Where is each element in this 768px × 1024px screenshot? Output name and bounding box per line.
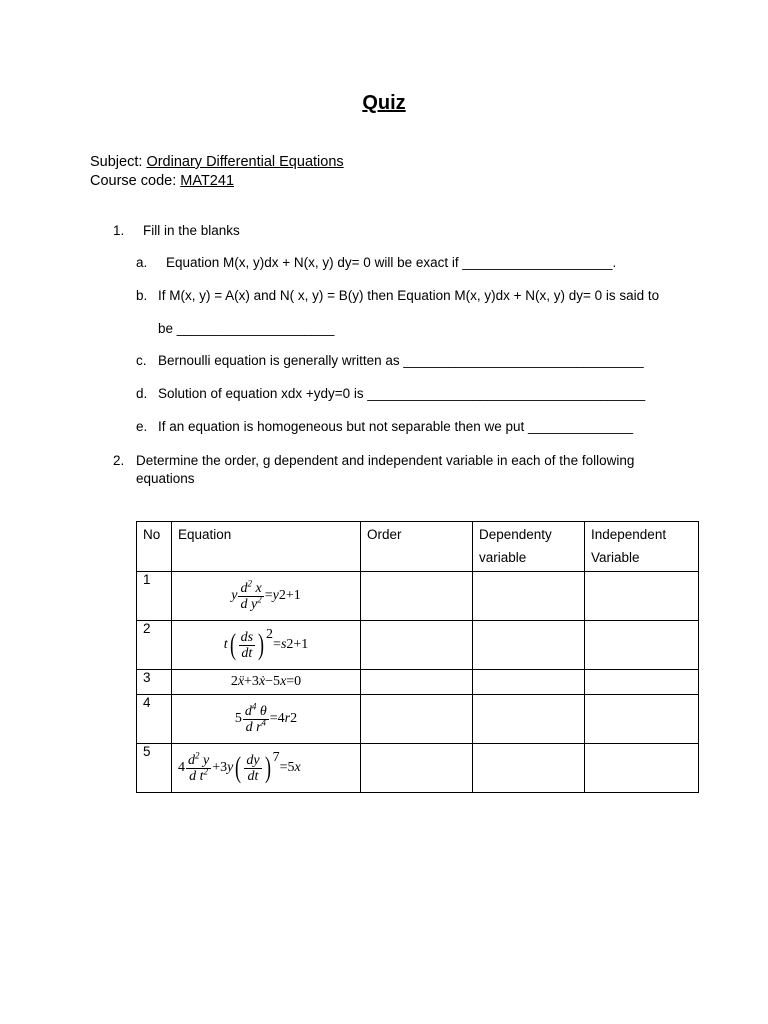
equation-3-formula: 2 ẍ +3 ẋ −5 x =0 bbox=[230, 674, 302, 689]
equation-1-formula: y $\frac{d^2 x}{d y^2}$ = y 2 +1 bbox=[231, 577, 301, 612]
dependent-variable-answer-cell[interactable] bbox=[473, 670, 585, 695]
subject-label: Subject: bbox=[90, 154, 143, 170]
independent-variable-answer-cell[interactable] bbox=[585, 744, 699, 793]
table-row bbox=[137, 670, 699, 695]
header-equation: Equation bbox=[172, 522, 361, 572]
question-text: Fill in the blanks bbox=[143, 223, 240, 238]
equation-cell bbox=[172, 744, 361, 793]
item-text: If an equation is homogeneous but not separable then we put ______________ bbox=[158, 419, 634, 434]
row-number: 1 bbox=[137, 572, 172, 621]
dependent-variable-answer-cell[interactable] bbox=[473, 695, 585, 744]
item-text: If M(x, y) = A(x) and N( x, y) = B(y) then Equation M(x, y)dx + N(x, y) dy= 0 is said to bbox=[158, 288, 660, 303]
row-number: 4 bbox=[137, 695, 172, 744]
table-header-row bbox=[137, 522, 699, 572]
independent-variable-answer-cell[interactable] bbox=[585, 621, 699, 670]
item-letter: b. bbox=[136, 288, 148, 303]
item-text: Equation M(x, y)dx + N(x, y) dy= 0 will be exact if ____________________. bbox=[166, 255, 617, 270]
item-letter: c. bbox=[136, 353, 147, 368]
item-text: Bernoulli equation is generally written as ________________________________ bbox=[158, 353, 644, 368]
page-title: Quiz bbox=[362, 92, 406, 114]
subject-value: Ordinary Differential Equations bbox=[146, 154, 344, 170]
quiz-meta bbox=[90, 153, 344, 191]
item-letter: a. bbox=[136, 255, 148, 270]
header-independent-variable: Independent Variable bbox=[585, 522, 699, 572]
independent-variable-answer-cell[interactable] bbox=[585, 670, 699, 695]
subject-line bbox=[90, 153, 344, 172]
equation-cell bbox=[172, 572, 361, 621]
dependent-variable-answer-cell[interactable] bbox=[473, 572, 585, 621]
row-number: 5 bbox=[137, 744, 172, 793]
independent-variable-answer-cell[interactable] bbox=[585, 695, 699, 744]
equation-4-formula: 5 $\frac{d^4 \theta}{d r^4}$ =4 r 2 bbox=[234, 700, 298, 735]
order-answer-cell[interactable] bbox=[361, 670, 473, 695]
header-dependent-variable: Dependenty variable bbox=[473, 522, 585, 572]
item-letter: d. bbox=[136, 386, 148, 401]
question-number: 2. bbox=[113, 453, 125, 468]
table-row bbox=[137, 621, 699, 670]
equation-cell bbox=[172, 621, 361, 670]
table-row bbox=[137, 572, 699, 621]
item-letter: e. bbox=[136, 419, 148, 434]
table-row bbox=[137, 695, 699, 744]
order-answer-cell[interactable] bbox=[361, 695, 473, 744]
question-text-line-2: equations bbox=[136, 471, 195, 486]
order-answer-cell[interactable] bbox=[361, 572, 473, 621]
equation-cell bbox=[172, 695, 361, 744]
row-number: 3 bbox=[137, 670, 172, 695]
table-row bbox=[137, 744, 699, 793]
blank-item-b-continued: be _____________________ bbox=[158, 321, 335, 336]
course-value: MAT241 bbox=[180, 173, 235, 189]
equations-table bbox=[136, 521, 699, 793]
header-no: No bbox=[137, 522, 172, 572]
order-answer-cell[interactable] bbox=[361, 621, 473, 670]
course-label: Course code: bbox=[90, 173, 177, 189]
dependent-variable-answer-cell[interactable] bbox=[473, 744, 585, 793]
row-number: 2 bbox=[137, 621, 172, 670]
equation-2-formula: t ( $\frac{ds}{dt}$ ) $^2$ = s 2 +1 bbox=[223, 627, 309, 661]
course-line bbox=[90, 172, 344, 191]
dependent-variable-answer-cell[interactable] bbox=[473, 621, 585, 670]
item-text: Solution of equation xdx +ydy=0 is _____________________________________ bbox=[158, 386, 646, 401]
header-order: Order bbox=[361, 522, 473, 572]
order-answer-cell[interactable] bbox=[361, 744, 473, 793]
equation-cell bbox=[172, 670, 361, 695]
independent-variable-answer-cell[interactable] bbox=[585, 572, 699, 621]
question-number: 1. bbox=[113, 223, 125, 238]
equation-5-formula: 4 $\frac{d^2 y}{d t^2}$ +3 y ( $\frac{dy}{dt}$ ) $^7$ =5 x bbox=[178, 749, 301, 784]
question-text-line-1: Determine the order, g dependent and independent variable in each of the following bbox=[136, 453, 635, 468]
